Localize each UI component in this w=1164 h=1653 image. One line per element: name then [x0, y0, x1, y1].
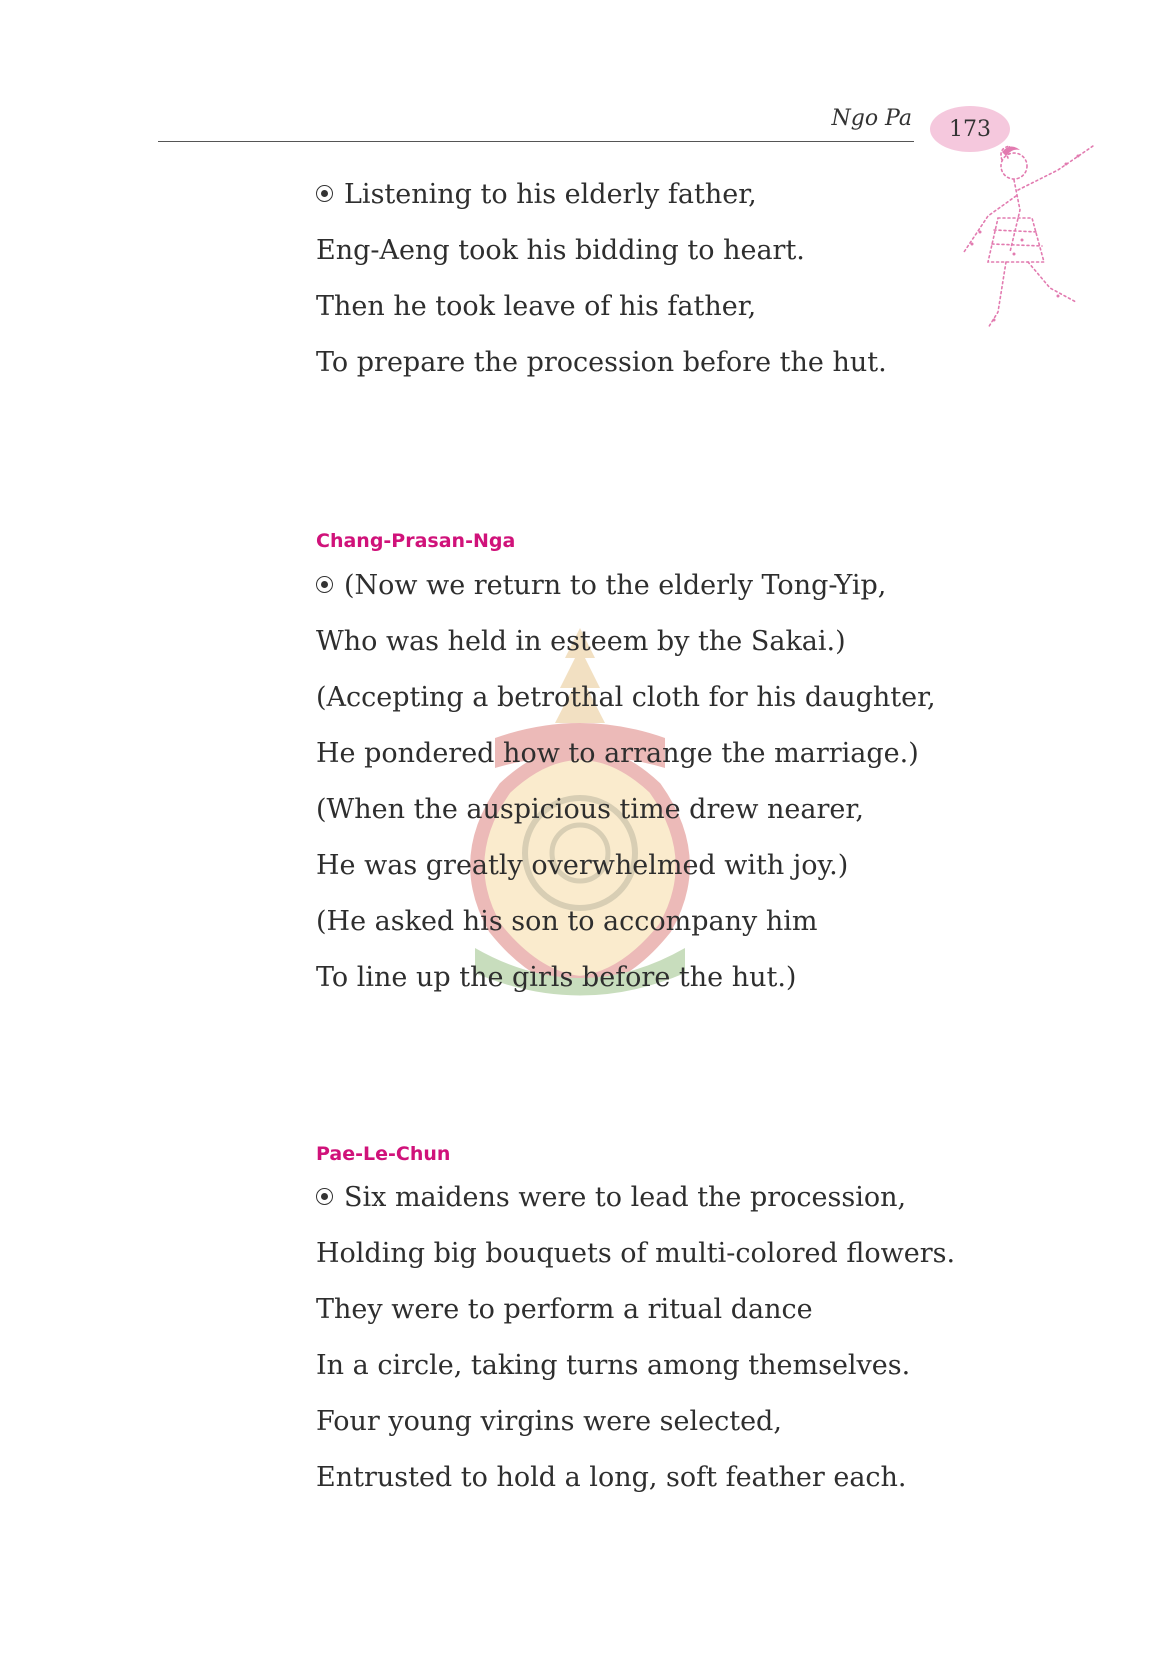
verse-line: Holding big bouquets of multi-colored flowers.	[316, 1238, 956, 1269]
header-rule	[158, 141, 914, 142]
verse-line: He pondered how to arrange the marriage.)	[316, 738, 919, 769]
verse-line: (Accepting a betrothal cloth for his daughter,	[316, 682, 936, 713]
section-heading: Chang-Prasan-Nga	[316, 530, 516, 552]
verse-line: Listening to his elderly father,	[316, 167, 1016, 223]
verse-line: In a circle, taking turns among themselves.	[316, 1350, 911, 1381]
verse-line: Then he took leave of his father,	[316, 291, 757, 322]
verse-line: Eng-Aeng took his bidding to heart.	[316, 235, 805, 266]
verse-line: To line up the girls before the hut.)	[316, 962, 797, 993]
verse-line: Four young virgins were selected,	[316, 1406, 782, 1437]
verse-line: (He asked his son to accompany him	[316, 906, 818, 937]
verse-line: Entrusted to hold a long, soft feather each.	[316, 1462, 907, 1493]
stanza-2	[316, 558, 1016, 1006]
running-head: Ngo Pa	[831, 106, 912, 131]
verse-line: They were to perform a ritual dance	[316, 1294, 813, 1325]
section-heading: Pae-Le-Chun	[316, 1143, 451, 1165]
verse-line: He was greatly overwhelmed with joy.)	[316, 850, 849, 881]
verse-line: To prepare the procession before the hut.	[316, 347, 887, 378]
bullet-icon	[316, 1188, 333, 1205]
page-number-badge: 173	[930, 106, 1010, 152]
verse-line: Who was held in esteem by the Sakai.)	[316, 626, 846, 657]
bullet-icon	[316, 185, 333, 202]
stanza-1	[316, 167, 1016, 391]
verse-line: (When the auspicious time drew nearer,	[316, 794, 864, 825]
stanza-3	[316, 1170, 1016, 1506]
verse-line: Six maidens were to lead the procession,	[316, 1170, 1016, 1226]
verse-line: (Now we return to the elderly Tong-Yip,	[316, 558, 1016, 614]
bullet-icon	[316, 576, 333, 593]
